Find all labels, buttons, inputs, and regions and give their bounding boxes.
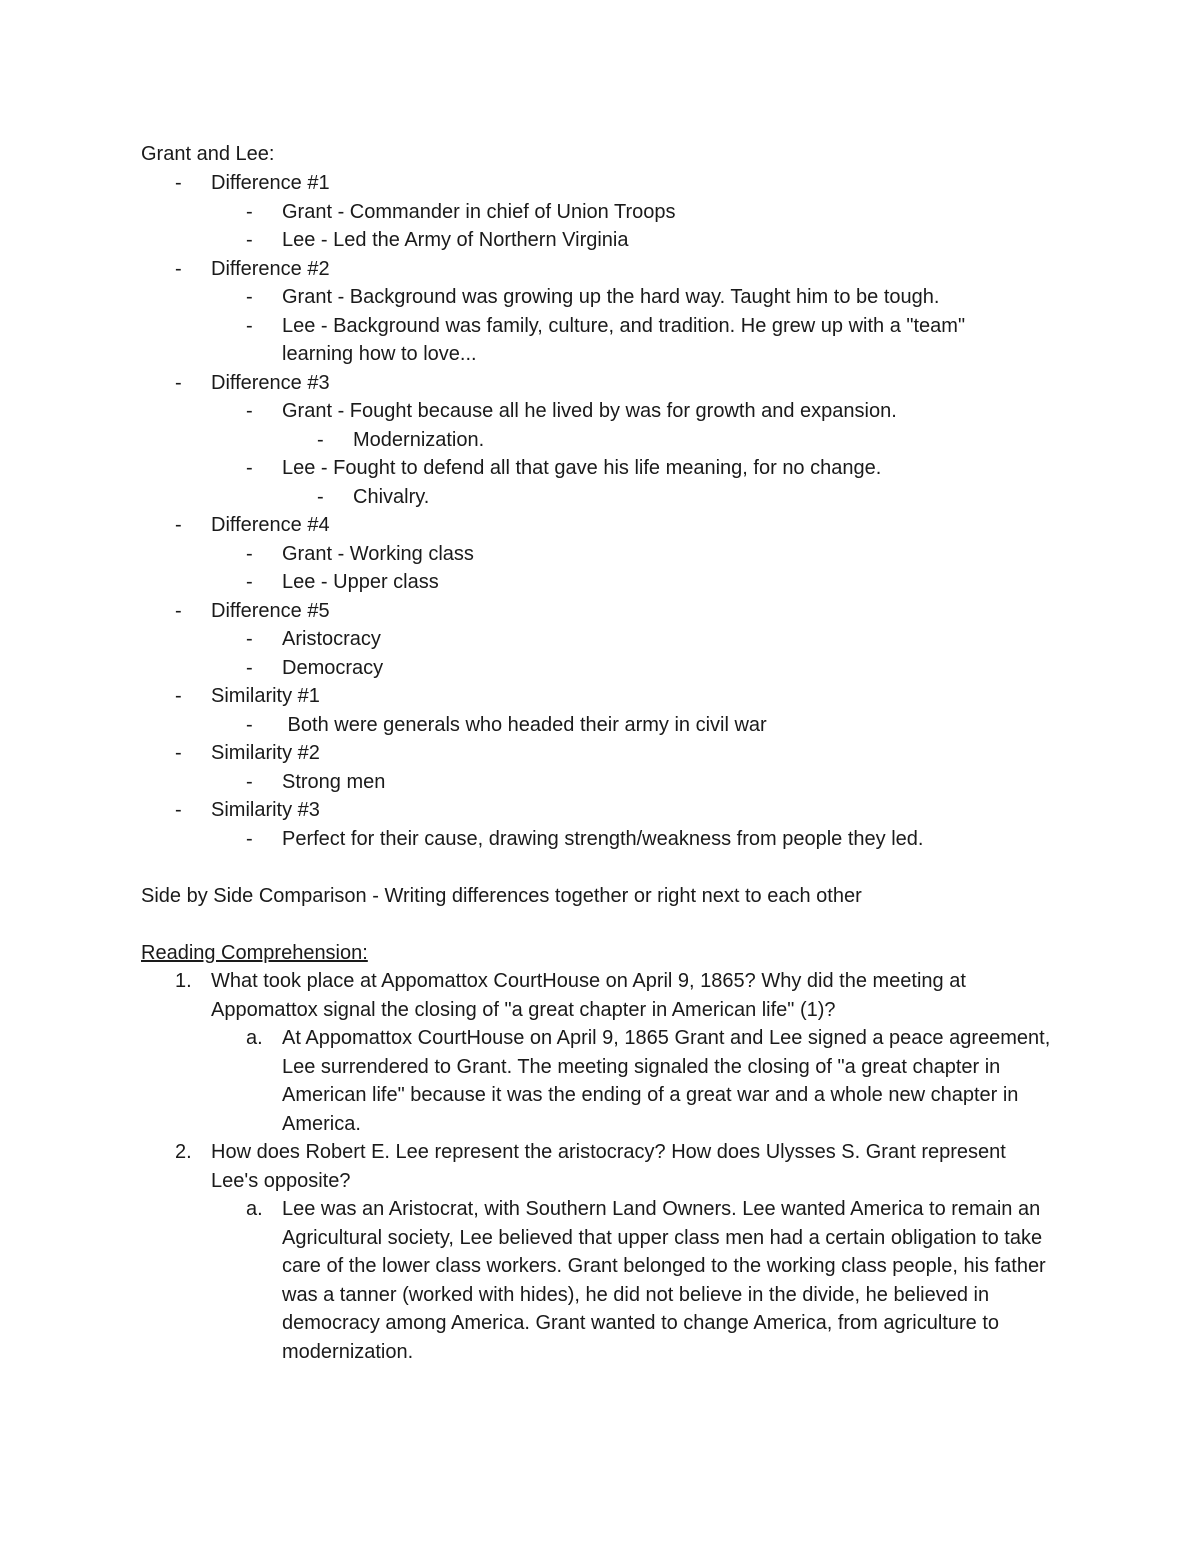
outline-item bbox=[0, 540, 1200, 569]
outline-item bbox=[0, 340, 1200, 369]
outline-item-text: Similarity #2 bbox=[211, 742, 320, 764]
outline-item bbox=[0, 483, 1200, 512]
outline-item-text: Aristocracy bbox=[282, 628, 381, 650]
question-number: 1. bbox=[175, 970, 192, 992]
outline-item-text: Grant - Fought because all he lived by was for growth and expansion. bbox=[282, 400, 897, 422]
outline-item bbox=[0, 796, 1200, 825]
question-number: 2. bbox=[175, 1141, 192, 1163]
outline-item bbox=[0, 426, 1200, 455]
outline-item-text: Grant - Commander in chief of Union Troops bbox=[282, 200, 676, 223]
outline-item-text: Difference #3 bbox=[211, 371, 330, 394]
document-title: Grant and Lee: bbox=[141, 143, 275, 165]
outline-item bbox=[0, 369, 1200, 398]
notes-outline bbox=[0, 169, 1200, 853]
question-text: What took place at Appomattox CourtHouse on April 9, 1865? Why did the meeting at Appomattox signal the closing of "a great chapter in American life" (1)? bbox=[211, 970, 966, 1021]
outline-item-text: Modernization. bbox=[353, 428, 485, 451]
outline-item bbox=[0, 283, 1200, 312]
outline-item bbox=[0, 169, 1200, 198]
bullet-dash: - bbox=[246, 200, 253, 223]
answer-letter: a. bbox=[246, 1198, 263, 1220]
outline-item bbox=[0, 511, 1200, 540]
outline-item bbox=[0, 255, 1200, 284]
outline-item bbox=[0, 397, 1200, 426]
bullet-dash: - bbox=[246, 314, 253, 337]
outline-item-text: Perfect for their cause, drawing strength/weakness from people they led. bbox=[282, 827, 924, 850]
outline-item-text: Difference #5 bbox=[211, 599, 330, 622]
bullet-dash: - bbox=[175, 514, 182, 536]
question-item bbox=[0, 967, 1200, 1024]
outline-item-text: Grant - Working class bbox=[282, 542, 474, 565]
outline-item-text: Grant - Background was growing up the hard way. Taught him to be tough. bbox=[282, 286, 940, 308]
bullet-dash: - bbox=[175, 371, 182, 394]
outline-item bbox=[0, 198, 1200, 227]
outline-item-text: Chivalry. bbox=[353, 485, 430, 508]
bullet-dash: - bbox=[246, 656, 253, 679]
bullet-dash: - bbox=[246, 229, 253, 251]
reading-comprehension-heading: Reading Comprehension: bbox=[141, 942, 368, 964]
bullet-dash: - bbox=[175, 685, 182, 707]
bullet-dash: - bbox=[175, 799, 182, 821]
outline-item-text: Lee - Background was family, culture, and tradition. He grew up with a "team" bbox=[282, 314, 966, 337]
bullet-dash: - bbox=[246, 542, 253, 565]
bullet-dash: - bbox=[175, 257, 182, 280]
bullet-dash: - bbox=[175, 742, 182, 764]
outline-item-text: Both were generals who headed their army in civil war bbox=[282, 713, 767, 736]
outline-item bbox=[0, 825, 1200, 854]
bullet-dash: - bbox=[317, 485, 324, 508]
outline-item-text: Difference #2 bbox=[211, 257, 330, 280]
question-item bbox=[0, 1138, 1200, 1195]
outline-item bbox=[0, 454, 1200, 483]
outline-item-text: learning how to love... bbox=[282, 343, 477, 365]
question-text: How does Robert E. Lee represent the aristocracy? How does Ulysses S. Grant represent Lee's opposite? bbox=[211, 1141, 1006, 1192]
outline-item bbox=[0, 739, 1200, 768]
answer-item bbox=[0, 1195, 1200, 1366]
outline-item-text: Strong men bbox=[282, 770, 386, 793]
answer-text: At Appomattox CourtHouse on April 9, 1865 Grant and Lee signed a peace agreement, Lee surrendered to Grant. The meeting signaled the closing of "a great chapter in American life" because it was the ending of a great war and a whole new chapter in America. bbox=[282, 1027, 1051, 1135]
answer-letter: a. bbox=[246, 1027, 263, 1049]
bullet-dash: - bbox=[246, 457, 253, 479]
bullet-dash: - bbox=[317, 428, 324, 451]
outline-item bbox=[0, 768, 1200, 797]
side-by-side-note: Side by Side Comparison - Writing differences together or right next to each other bbox=[141, 885, 862, 907]
outline-item bbox=[0, 226, 1200, 255]
reading-comprehension-list bbox=[0, 967, 1200, 1366]
bullet-dash: - bbox=[246, 400, 253, 422]
bullet-dash: - bbox=[246, 770, 253, 793]
outline-item bbox=[0, 568, 1200, 597]
bullet-dash: - bbox=[175, 599, 182, 622]
bullet-dash: - bbox=[246, 713, 253, 736]
outline-item-text: Difference #1 bbox=[211, 172, 330, 194]
bullet-dash: - bbox=[246, 827, 253, 850]
outline-item-text: Lee - Fought to defend all that gave his life meaning, for no change. bbox=[282, 457, 882, 479]
outline-item-text: Lee - Led the Army of Northern Virginia bbox=[282, 229, 629, 251]
answer-text: Lee was an Aristocrat, with Southern Land Owners. Lee wanted America to remain an Agricultural society, Lee believed that upper class men had a certain obligation to take care of the lower class workers. Grant belonged to the working class people, his father was a tanner (worked with hides), he did not believe in the divide, he believed in democracy among America. Grant wanted to change America, from agriculture to modernization. bbox=[282, 1198, 1046, 1363]
outline-item-text: Difference #4 bbox=[211, 514, 330, 536]
bullet-dash: - bbox=[246, 628, 253, 650]
outline-item-text: Similarity #1 bbox=[211, 685, 320, 707]
outline-item bbox=[0, 597, 1200, 626]
outline-item-text: Democracy bbox=[282, 656, 384, 679]
bullet-dash: - bbox=[246, 571, 253, 593]
outline-item-text: Similarity #3 bbox=[211, 799, 320, 821]
outline-item bbox=[0, 625, 1200, 654]
outline-item bbox=[0, 312, 1200, 341]
outline-item-text: Lee - Upper class bbox=[282, 571, 439, 593]
bullet-dash: - bbox=[246, 286, 253, 308]
bullet-dash: - bbox=[175, 172, 182, 194]
outline-item bbox=[0, 682, 1200, 711]
outline-item bbox=[0, 711, 1200, 740]
outline-item bbox=[0, 654, 1200, 683]
answer-item bbox=[0, 1024, 1200, 1138]
